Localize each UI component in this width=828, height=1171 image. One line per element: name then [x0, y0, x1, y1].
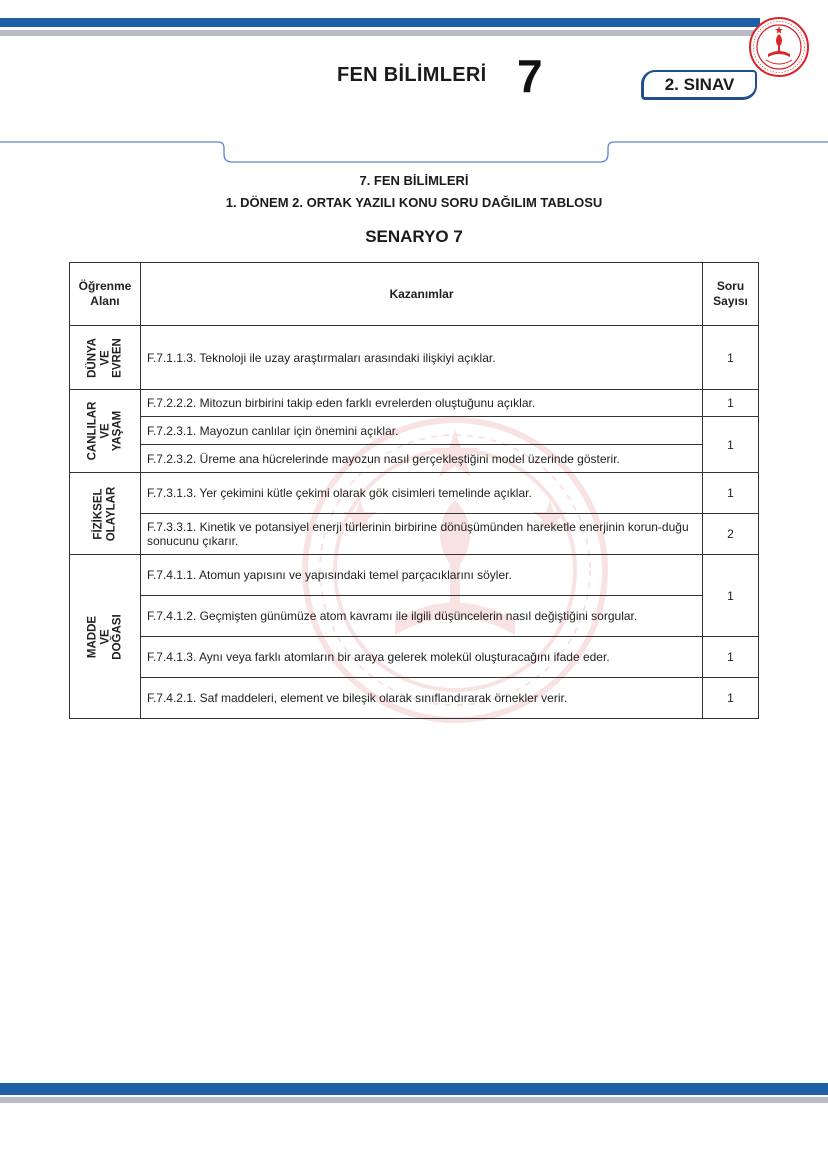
area-label — [92, 486, 117, 541]
count-cell: 1 — [703, 473, 759, 514]
area-cell-fiziksel-olaylar — [70, 473, 141, 555]
col-header-area-l1: Öğrenme — [78, 279, 132, 293]
area-label-line: OLAYLAR — [104, 486, 117, 541]
col-header-area-l2: Alanı — [90, 294, 120, 308]
top-gray-band — [0, 30, 760, 36]
outcome-cell: F.7.2.3.1. Mayozun canlılar için önemini açıklar. — [140, 417, 702, 445]
outcome-cell: F.7.4.1.1. Atomun yapısını ve yapısındaki temel parçacıklarını söyler. — [140, 555, 702, 596]
area-label-line: VE — [98, 423, 111, 439]
outcome-cell: F.7.4.2.1. Saf maddeleri, element ve bileşik olarak sınıflandırarak örnekler verir. — [140, 678, 702, 719]
col-header-count-l1: Soru — [716, 279, 745, 293]
area-label-line: VE — [98, 349, 111, 366]
table-row — [70, 678, 759, 719]
col-header-area — [70, 263, 141, 326]
table-row — [70, 445, 759, 473]
outcome-cell: F.7.4.1.2. Geçmişten günümüze atom kavramı ile ilgili düşüncelerin nasıl değiştiğini sorgular. — [140, 596, 702, 637]
ministry-seal-icon — [748, 16, 810, 78]
table-row — [70, 326, 759, 390]
outcome-cell: F.7.3.3.1. Kinetik ve potansiyel enerji türlerinin birbirine dönüşümünden hareketle enerjinin korun-duğu sonucunu çıkarır. — [140, 514, 702, 555]
area-cell-canlilar-ve-yasam — [70, 390, 141, 473]
col-header-count — [703, 263, 759, 326]
subject-title: FEN BİLİMLERİ — [337, 64, 487, 86]
count-cell: 1 — [703, 417, 759, 473]
area-label-line: YAŞAM — [111, 410, 124, 452]
area-label-line: VE — [98, 628, 111, 645]
area-label — [86, 338, 124, 378]
col-header-outcomes: Kazanımlar — [140, 263, 702, 326]
area-label — [86, 614, 124, 659]
header-divider — [0, 134, 828, 174]
area-label-line: FİZİKSEL — [92, 487, 105, 540]
area-label — [86, 402, 124, 461]
area-label-line: MADDE — [86, 615, 99, 658]
outcome-cell: F.7.4.1.3. Aynı veya farklı atomların bir araya gelerek molekül oluşturacağını ifade eder. — [140, 637, 702, 678]
outcome-cell: F.7.2.3.2. Üreme ana hücrelerinde mayozun nasıl gerçekleştiğini model üzerinde gösterir. — [140, 445, 702, 473]
bottom-gray-band — [0, 1097, 828, 1103]
area-cell-madde-ve-dogasi — [70, 555, 141, 719]
table-row — [70, 555, 759, 596]
distribution-table — [69, 262, 759, 719]
top-blue-band — [0, 18, 760, 27]
table-row — [70, 473, 759, 514]
outcome-cell: F.7.1.1.3. Teknoloji ile uzay araştırmaları arasındaki ilişkiyi açıklar. — [140, 326, 702, 390]
table-row — [70, 596, 759, 637]
scenario-title: SENARYO 7 — [365, 227, 463, 246]
count-cell: 1 — [703, 555, 759, 637]
outcome-cell: F.7.3.1.3. Yer çekimini kütle çekimi olarak gök cisimleri temelinde açıklar. — [140, 473, 702, 514]
count-cell: 1 — [703, 326, 759, 390]
area-label-line: CANLILAR — [86, 401, 99, 461]
table-row — [70, 514, 759, 555]
col-header-count-l2: Sayısı — [713, 294, 748, 308]
table-row — [70, 637, 759, 678]
count-cell: 2 — [703, 514, 759, 555]
area-cell-dunya-ve-evren — [70, 326, 141, 390]
table-row — [70, 390, 759, 417]
count-cell: 1 — [703, 637, 759, 678]
exam-badge-label: 2. SINAV — [664, 74, 735, 94]
count-cell: 1 — [703, 390, 759, 417]
outcome-cell: F.7.2.2.2. Mitozun birbirini takip eden farklı evrelerden oluştuğunu açıklar. — [140, 390, 702, 417]
exam-badge — [641, 70, 757, 100]
area-label-line: DÜNYA — [86, 337, 99, 378]
area-label-line: EVREN — [111, 337, 124, 378]
area-label-line: DOĞASI — [111, 613, 124, 660]
table-row — [70, 417, 759, 445]
table-header-row — [70, 263, 759, 326]
bottom-blue-band — [0, 1083, 828, 1095]
grade-number: 7 — [517, 50, 543, 102]
count-cell: 1 — [703, 678, 759, 719]
doc-title-line1: 7. FEN BİLİMLERİ — [359, 173, 469, 188]
doc-title-line2: 1. DÖNEM 2. ORTAK YAZILI KONU SORU DAĞILIM TABLOSU — [225, 195, 603, 210]
